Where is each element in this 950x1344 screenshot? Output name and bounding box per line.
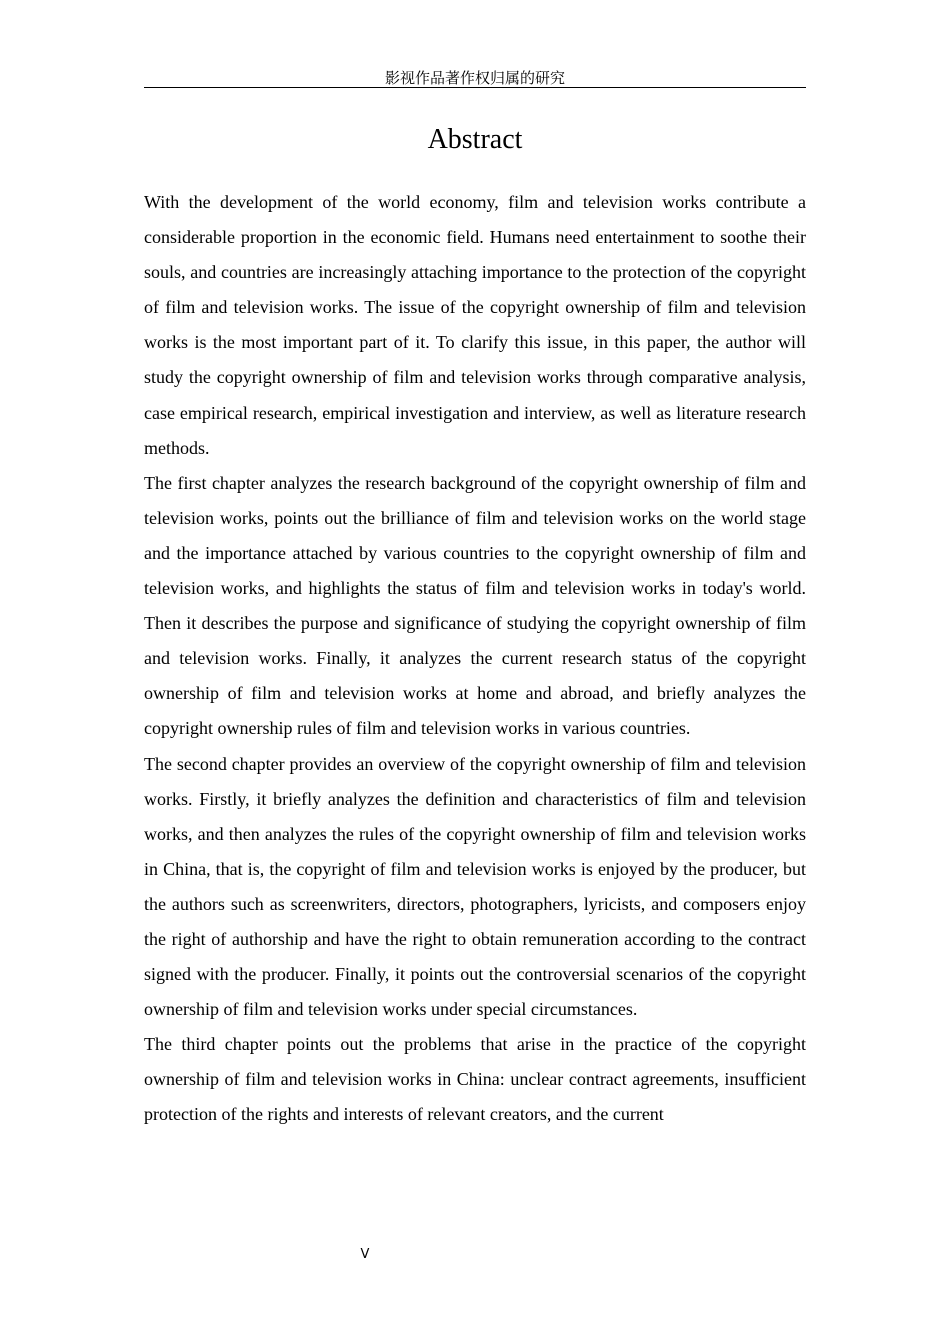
abstract-paragraph-2: The first chapter analyzes the research background of the copyright ownership of film and television works, points out the brilliance of film and television works on the world stage and the importance attached by various countries to the copyright ownership of film and television works, and highlights the status of film and television works in today's world. Then it describes the purpose and significance of studying the copyright ownership of film and television works. Finally, it analyzes the current research status of the copyright ownership of film and television works at home and abroad, and briefly analyzes the copyright ownership rules of film and television works in various countries. bbox=[144, 472, 806, 739]
abstract-body bbox=[144, 185, 806, 1133]
abstract-paragraph-4: The third chapter points out the problems that arise in the practice of the copyright ownership of film and television works in China: unclear contract agreements, insufficient protection of the rights and interests of relevant creators, and the current bbox=[144, 1034, 806, 1125]
abstract-paragraph-3: The second chapter provides an overview of the copyright ownership of film and television works. Firstly, it briefly analyzes the definition and characteristics of film and television works, and then analyzes the rules of the copyright ownership of film and television works in China, that is, the copyright of film and television works is enjoyed by the producer, but the authors such as screenwriters, directors, photographers, lyricists, and composers enjoy the right of authorship and have the right to obtain remuneration according to the contract signed with the producer. Finally, it points out the controversial scenarios of the copyright ownership of film and television works under special circumstances. bbox=[144, 753, 806, 1020]
running-header bbox=[144, 68, 806, 88]
page-number: V bbox=[360, 1247, 370, 1262]
abstract-paragraph-1: With the development of the world economy, film and television works contribute a considerable proportion in the economic field. Humans need entertainment to soothe their souls, and countries are increasingly attaching importance to the protection of the copyright of film and television works. The issue of the copyright ownership of film and television works is the most important part of it. To clarify this issue, in this paper, the author will study the copyright ownership of film and television works through comparative analysis, case empirical research, empirical investigation and interview, as well as literature research methods. bbox=[144, 192, 806, 458]
abstract-title: Abstract bbox=[427, 124, 523, 155]
running-header-title: 影视作品著作权归属的研究 bbox=[384, 69, 565, 87]
